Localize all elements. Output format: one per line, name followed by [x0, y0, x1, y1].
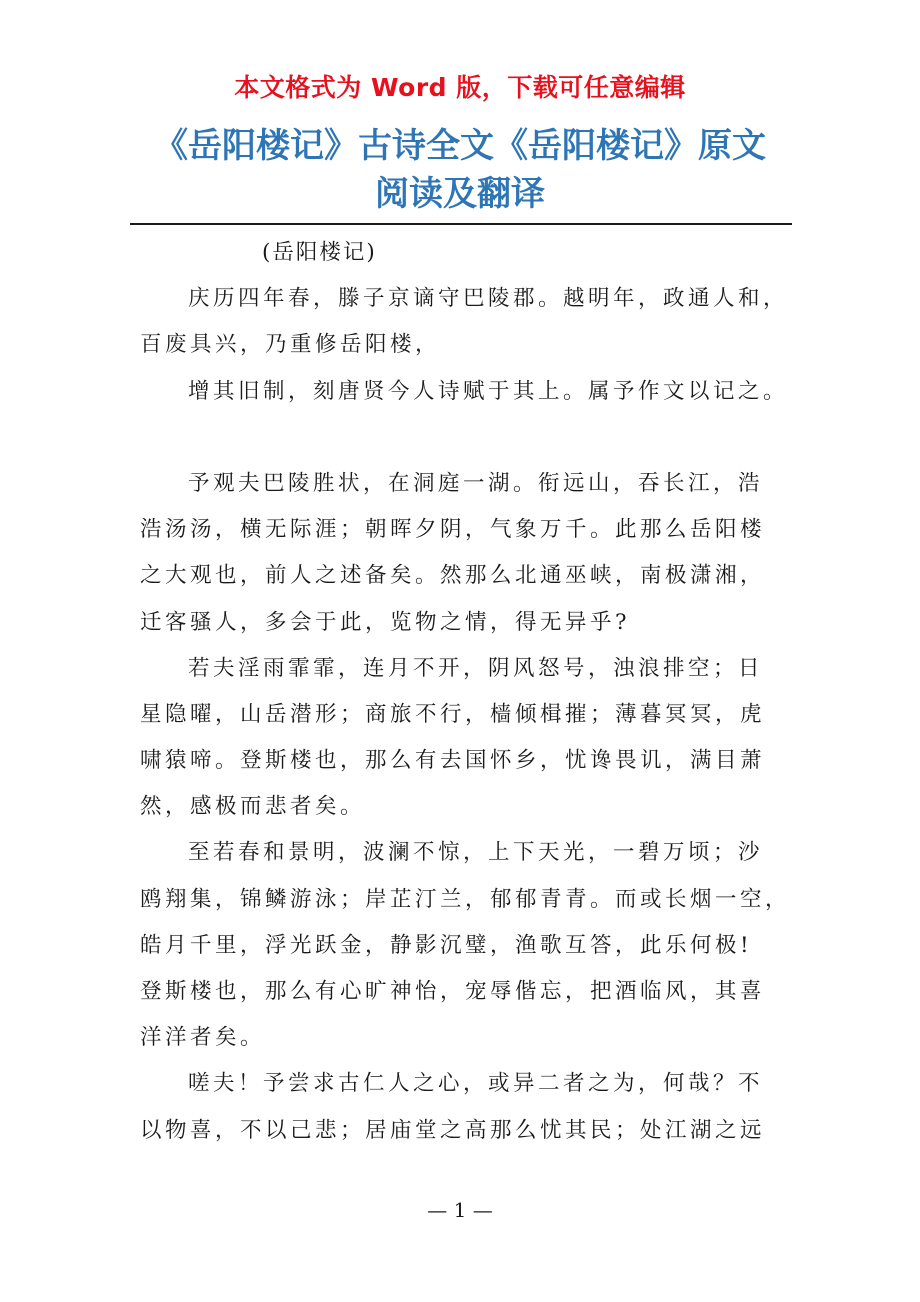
body-line: 浩汤汤，横无际涯；朝晖夕阴，气象万千。此那么岳阳楼 — [140, 517, 766, 543]
paragraph-gap — [140, 415, 780, 461]
body-line: 鸥翔集，锦鳞游泳；岸芷汀兰，郁郁青青。而或长烟一空， — [140, 886, 791, 912]
body-line: 之大观也，前人之述备矣。然那么北通巫峡，南极潇湘， — [140, 563, 766, 589]
subtitle: (岳阳楼记) — [262, 240, 377, 265]
document-body — [140, 230, 791, 1154]
document-title — [100, 122, 820, 218]
body-line: 星隐曜，山岳潜形；商旅不行，樯倾楫摧；薄暮冥冥，虎 — [140, 701, 766, 727]
body-line: 登斯楼也，那么有心旷神怡，宠辱偕忘，把酒临风，其喜 — [140, 979, 766, 1004]
body-line: 以物喜，不以己悲；居庙堂之高那么忧其民；处江湖之远 — [140, 1117, 766, 1143]
body-line: 庆历四年春，滕子京谪守巴陵郡。越明年，政通人和， — [188, 286, 789, 312]
body-line: 至若春和景明，波澜不惊，上下天光，一碧万顷；沙 — [188, 840, 764, 866]
page-number: — 1 — — [427, 1198, 493, 1222]
body-line: 啸猿啼。登斯楼也，那么有去国怀乡，忧谗畏讥，满目萧 — [140, 748, 766, 774]
body-line: 若夫淫雨霏霏，连月不开，阴风怒号，浊浪排空；日 — [188, 655, 764, 681]
body-line: 然，感极而悲者矣。 — [140, 794, 366, 820]
body-line: 予观夫巴陵胜状，在洞庭一湖。衔远山，吞长江，浩 — [188, 470, 764, 496]
title-line-1: 《岳阳楼记》古诗全文《岳阳楼记》原文 — [154, 126, 766, 166]
title-line-2: 阅读及翻译 — [375, 174, 545, 214]
download-notice: 本文格式为 Word 版，下载可任意编辑 — [234, 73, 686, 102]
title-divider — [130, 223, 792, 225]
body-line: 洋洋者矣。 — [140, 1025, 266, 1051]
body-line: 嗟夫！予尝求古仁人之心，或异二者之为，何哉？不 — [188, 1071, 764, 1097]
body-line: 增其旧制，刻唐贤今人诗赋于其上。属予作文以记之。 — [188, 378, 789, 404]
body-line: 百废具兴，乃重修岳阳楼， — [140, 332, 441, 358]
body-line: 皓月千里，浮光跃金，静影沉璧，渔歌互答，此乐何极! — [140, 932, 753, 958]
body-line: 迁客骚人，多会于此，览物之情，得无异乎? — [140, 609, 631, 635]
